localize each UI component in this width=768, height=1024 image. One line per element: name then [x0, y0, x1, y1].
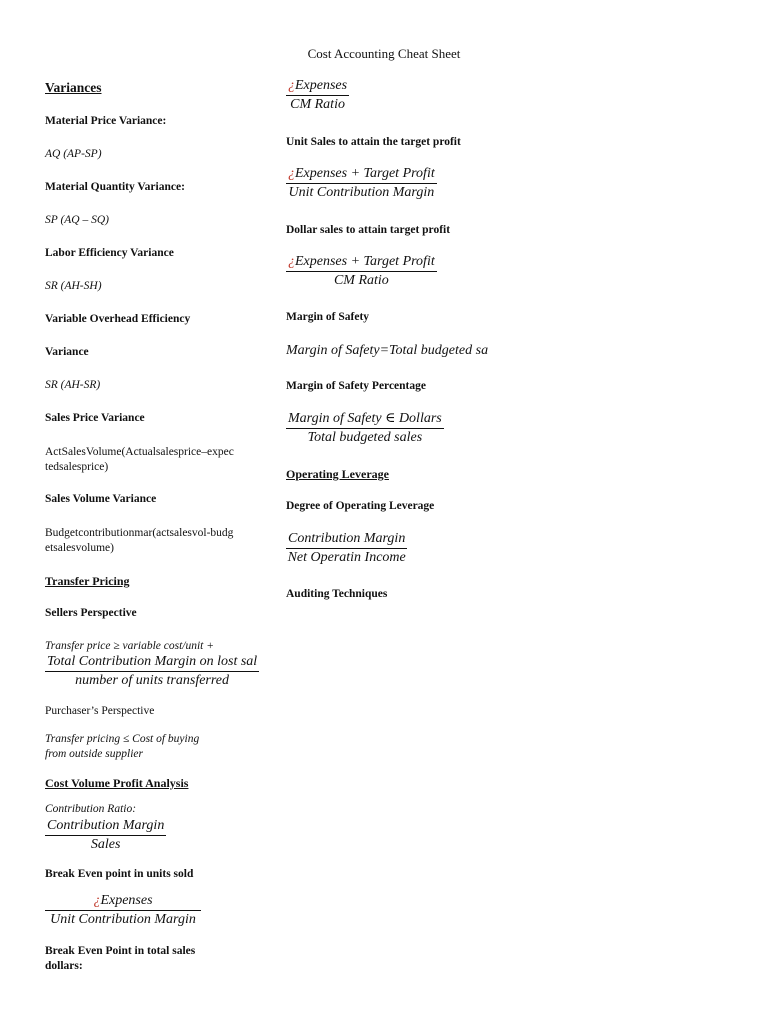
variances-heading: Variances — [45, 80, 102, 95]
cm-ratio-fraction — [286, 78, 349, 113]
break-even-units-label: Break Even point in units sold — [45, 868, 194, 880]
break-even-units-numerator — [45, 893, 201, 911]
dollar-sales-target-label: Dollar sales to attain target profit — [286, 224, 451, 236]
undefined-marker: ¿ — [93, 893, 101, 908]
cm-ratio-denominator: CM Ratio — [290, 97, 345, 112]
sales-volume-variance-label: Sales Volume Variance — [45, 493, 157, 505]
cm-ratio-numerator-text: Expenses — [295, 78, 348, 93]
dollar-sales-target-fraction — [286, 254, 437, 289]
contribution-ratio-denominator: Sales — [90, 837, 121, 852]
margin-of-safety-percentage-denominator: Total budgeted sales — [307, 430, 423, 445]
break-even-dollars-label: Break Even Point in total sales dollars: — [45, 945, 196, 972]
degree-of-operating-leverage-fraction — [286, 531, 407, 566]
labor-efficiency-variance-formula: SR (AH-SH) — [45, 280, 102, 292]
unit-sales-target-fraction — [286, 166, 437, 201]
dol-numerator: Contribution Margin — [286, 531, 407, 549]
unit-sales-target-label: Unit Sales to attain the target profit — [286, 136, 461, 148]
labor-efficiency-variance-label: Labor Efficiency Variance — [45, 247, 174, 259]
unit-sales-target-denominator: Unit Contribution Margin — [288, 185, 435, 200]
variable-overhead-efficiency-label-cont: Variance — [45, 346, 89, 358]
dollar-sales-target-numerator-text: Expenses + Target Profit — [295, 254, 435, 269]
operating-leverage-heading: Operating Leverage — [286, 467, 389, 481]
sellers-perspective-formula: Transfer price ≥ variable cost/unit + — [45, 640, 214, 652]
material-quantity-variance-formula: SP (AQ – SQ) — [45, 214, 109, 226]
page-title: Cost Accounting Cheat Sheet — [307, 46, 461, 61]
material-price-variance-label: Material Price Variance: — [45, 115, 167, 127]
dol-denominator: Net Operatin Income — [287, 550, 406, 565]
margin-of-safety-label: Margin of Safety — [286, 311, 370, 323]
sales-price-variance-formula: ActSalesVolume(Actualsalesprice–expectedsalesprice) — [45, 446, 234, 473]
variable-overhead-efficiency-label: Variable Overhead Efficiency — [45, 313, 191, 325]
sales-volume-variance-formula: Budgetcontributionmar(actsalesvol-budgetsalesvolume) — [45, 527, 234, 554]
purchasers-perspective-label: Purchaser’s Perspective — [45, 705, 155, 717]
margin-of-safety-formula: Margin of Safety=Total budgeted sa — [286, 343, 489, 358]
margin-of-safety-percentage-numerator: Margin of Safety ∈ Dollars — [286, 410, 444, 429]
purchasers-perspective-formula: Transfer pricing ≤ Cost of buying from outside supplier — [45, 733, 200, 760]
degree-of-operating-leverage-label: Degree of Operating Leverage — [286, 500, 435, 512]
undefined-marker: ¿ — [288, 78, 295, 93]
break-even-units-fraction — [45, 893, 201, 928]
contribution-ratio-fraction — [45, 818, 166, 853]
margin-of-safety-percentage-fraction — [286, 410, 444, 446]
sales-price-variance-label: Sales Price Variance — [45, 412, 145, 424]
cm-ratio-numerator — [286, 78, 349, 96]
cvp-analysis-heading: Cost Volume Profit Analysis — [45, 776, 189, 790]
material-quantity-variance-label: Material Quantity Variance: — [45, 181, 185, 193]
dollar-sales-target-numerator — [286, 254, 437, 272]
unit-sales-target-numerator — [286, 166, 437, 184]
margin-of-safety-percentage-label: Margin of Safety Percentage — [286, 380, 426, 392]
unit-sales-target-numerator-text: Expenses + Target Profit — [295, 166, 435, 181]
sellers-fraction-numerator: Total Contribution Margin on lost sal — [45, 654, 259, 672]
contribution-ratio-label: Contribution Ratio: — [45, 803, 137, 815]
undefined-marker: ¿ — [288, 254, 295, 269]
transfer-pricing-heading: Transfer Pricing — [45, 574, 130, 588]
dollar-sales-target-denominator: CM Ratio — [333, 273, 389, 288]
contribution-ratio-numerator: Contribution Margin — [45, 818, 166, 836]
sellers-fraction-denominator: number of units transferred — [75, 673, 230, 688]
break-even-units-numerator-text: Expenses — [100, 893, 153, 908]
material-price-variance-formula: AQ (AP-SP) — [45, 148, 102, 160]
sellers-perspective-fraction — [45, 654, 259, 689]
variable-overhead-efficiency-formula: SR (AH-SR) — [45, 379, 101, 391]
auditing-techniques-label: Auditing Techniques — [286, 588, 388, 600]
break-even-units-denominator: Unit Contribution Margin — [50, 912, 196, 927]
sellers-perspective-label: Sellers Perspective — [45, 607, 137, 619]
undefined-marker: ¿ — [288, 166, 295, 181]
